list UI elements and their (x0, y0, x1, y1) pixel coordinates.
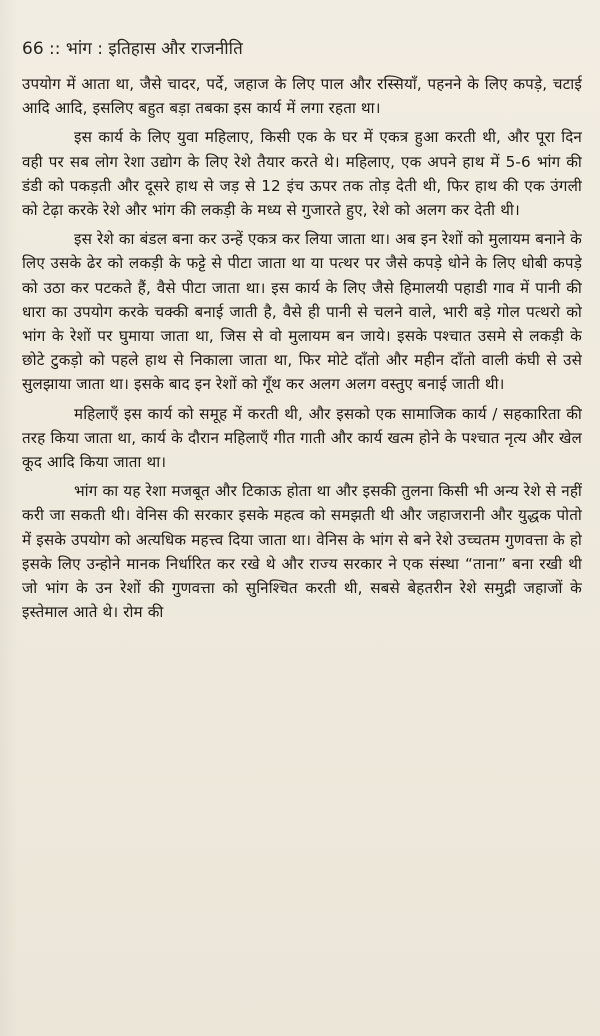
paragraph-venice-quality: भांग का यह रेशा मजबूत और टिकाऊ होता था और इसकी तुलना किसी भी अन्य रेशे से नहीं करी जा सकती थी। वेनिस की सरकार इसके महत्व को समझती थी और जहाजरानी और युद्धक पोतो में इसके उपयोग को अत्यधिक महत्त्व दिया जाता था। वेनिस के भांग से बने रेशे उच्चतम गुणवत्ता के हो इसके लिए उन्होने मानक निर्धारित कर रखे थे और राज्य सरकार ने एक संस्था “ताना” बना रखी थी जो भांग के उन रेशों की गुणवत्ता को सुनिश्चित करती थी, सबसे बेहतरीन रेशे समुद्री जहाजों के इस्तेमाल आते थे। रोम की (22, 482, 582, 622)
paragraph-social-work: महिलाएँ इस कार्य को समूह में करती थी, और इसको एक सामाजिक कार्य / सहकारिता की तरह किया जाता था, कार्य के दौरान महिलाएँ गीत गाती और कार्य खत्म होने के पश्चात नृत्य और खेल कूद आदि किया जाता था। (22, 404, 582, 472)
running-header: 66 :: भांग : इतिहास और राजनीति (22, 39, 243, 59)
paragraph-continued: उपयोग में आता था, जैसे चादर, पर्दे, जहाज के लिए पाल और रस्सियाँ, पहनने के लिए कपड़े, चटाई आदि आदि, इसलिए बहुत बड़ा तबका इस कार्य में लगा रहता था। (22, 75, 582, 118)
paragraph-women-fiber-work: इस कार्य के लिए युवा महिलाए, किसी एक के घर में एकत्र हुआ करती थी, और पूरा दिन वही पर सब लोग रेशा उद्योग के लिए रेशे तैयार करते थे। महिलाए, एक अपने हाथ में 5-6 भांग की डंडी को पकड़ती और दूसरे हाथ से जड़ से 12 इंच ऊपर तक तोड़ देती थी, फिर हाथ की एक उंगली को टेढ़ा करके रेशे और भांग की लकड़ी के मध्य से गुजारते हुए, रेशे को अलग कर देती थी। (22, 128, 582, 220)
paragraph-fiber-softening: इस रेशे का बंडल बना कर उन्हें एकत्र कर लिया जाता था। अब इन रेशों को मुलायम बनाने के लिए उसके ढेर को लकड़ी के फट्टे से पीटा जाता था या पत्थर पर जैसे कपड़े धोने के लिए धोबी कपड़े को उठा कर पटकते हैं, वैसे पीटा जाता था। इस कार्य के लिए जैसे हिमालयी पहाडी गाव में पानी की धारा का उपयोग करके चक्की बनाई जाती है, वैसे ही पानी से चलने वाले, भारी बड़े गोल पत्थरो को भांग के रेशों पर घुमाया जाता था, जिस से वो मुलायम बन जाये। इसके पश्चात उसमे से लकड़ी के छोटे टुकड़ो को पहले हाथ से निकाला जाता था, फिर मोटे दाँतो और महीन दाँतो वाली कंघी से उसे सुलझाया जाता था। इसके बाद इन रेशों को गूँथ कर अलग अलग वस्तुए बनाई जाती थी। (22, 230, 582, 394)
page-body (22, 72, 582, 629)
